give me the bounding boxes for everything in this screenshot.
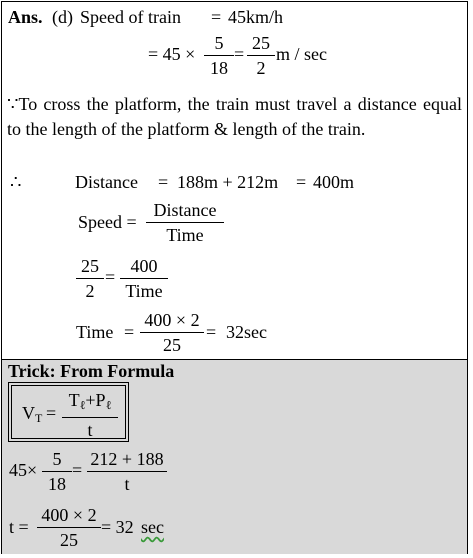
fraction-denominator: Time (125, 281, 163, 301)
fraction-bar (140, 332, 204, 333)
fraction-denominator: 18 (48, 474, 66, 494)
fraction-numerator: 400 (130, 256, 158, 276)
reasoning-paragraph: ∵To cross the platform, the train must travel a distance equal to the length of the platform & length of the train. (7, 94, 462, 139)
equals-sign: = (234, 44, 245, 64)
fraction-bar (37, 527, 101, 528)
formula-v-subscript: T (35, 411, 43, 425)
formula-t-subscript: ℓ (79, 398, 86, 412)
trick-line2-result: = 32 (101, 517, 134, 537)
substitution-rhs-fraction (120, 256, 168, 301)
formula-p-subscript: ℓ (105, 398, 112, 412)
equals-sign: = (46, 403, 57, 423)
equals-sign: = (211, 7, 222, 27)
fraction-numerator: Distance (153, 200, 217, 220)
distance-result: 400m (313, 172, 355, 192)
fraction-denominator: 2 (256, 58, 266, 78)
trick-line2-fraction (37, 505, 101, 550)
formula-t-letter: T (68, 390, 80, 410)
fraction-denominator: t (124, 474, 130, 494)
conversion-fraction (204, 33, 234, 78)
fraction-denominator: 25 (163, 335, 181, 355)
formula-fraction (62, 390, 118, 440)
distance-sum: 188m + 212m (177, 172, 279, 192)
equals-sign: = (206, 322, 217, 342)
trick-heading: Trick: From Formula (8, 361, 175, 381)
fraction-denominator: t (87, 420, 93, 440)
fraction-numerator: 5 (214, 33, 224, 53)
result-fraction (247, 33, 275, 78)
fraction-bar (204, 55, 234, 56)
fraction-denominator: Time (166, 225, 204, 245)
time-label: Time (76, 322, 114, 342)
fraction-bar (42, 471, 72, 472)
fraction-numerator: 25 (252, 33, 270, 53)
time-result: 32sec (226, 322, 267, 342)
fraction-numerator: 212 + 188 (90, 449, 164, 469)
substitution-lhs-fraction (76, 256, 104, 301)
speed-value: 45km/h (228, 7, 284, 27)
fraction-denominator: 2 (85, 281, 95, 301)
conversion-left: = 45 × (148, 44, 196, 64)
answer-option: (d) (52, 7, 73, 27)
answer-label: Ans. (8, 7, 43, 27)
speed-of-train-text: Speed of train (80, 7, 181, 27)
fraction-numerator (62, 390, 118, 415)
fraction-bar (120, 278, 168, 279)
trick-line1-left: 45× (9, 460, 38, 480)
fraction-numerator: 400 × 2 (144, 310, 200, 330)
fraction-numerator: 25 (81, 256, 99, 276)
fraction-bar (247, 55, 275, 56)
distance-label: Distance (75, 172, 138, 192)
therefore-symbol: ∴ (10, 172, 22, 192)
speed-unit: m / sec (276, 44, 327, 64)
formula-v (22, 403, 42, 428)
equals-sign: = (296, 172, 307, 192)
fraction-bar (76, 278, 104, 279)
trick-line1-rhs-fraction (87, 449, 167, 494)
fraction-bar (146, 222, 224, 223)
equals-sign: = (124, 322, 135, 342)
fraction-numerator: 400 × 2 (41, 505, 97, 525)
speed-formula-fraction (146, 200, 224, 245)
equals-sign: = (158, 172, 169, 192)
fraction-numerator: 5 (52, 449, 62, 469)
formula-plus-p: +P (85, 390, 106, 410)
equals-sign: = (105, 267, 116, 287)
fraction-bar (62, 417, 118, 418)
speed-formula-label: Speed = (78, 212, 137, 232)
time-fraction (140, 310, 204, 355)
trick-line2-unit: sec (141, 517, 164, 537)
trick-line2-left: t = (9, 517, 29, 537)
fraction-denominator: 25 (60, 530, 78, 550)
equals-sign: = (72, 460, 83, 480)
fraction-bar (87, 471, 167, 472)
formula-v-letter: V (22, 403, 35, 423)
fraction-denominator: 18 (210, 58, 228, 78)
trick-line1-fraction (42, 449, 72, 494)
